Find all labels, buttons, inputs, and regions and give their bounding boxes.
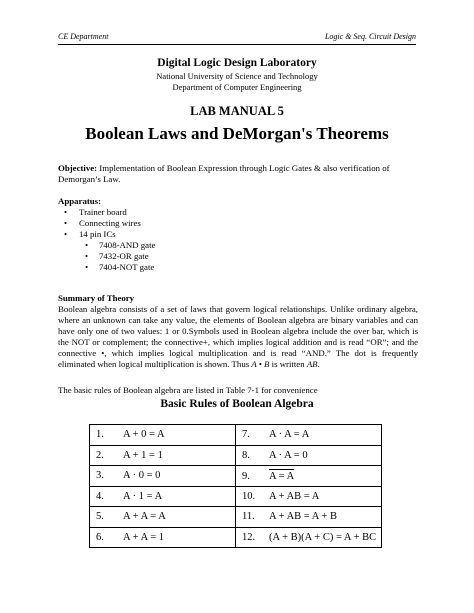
rule-cell [90,425,236,446]
rule-cell [236,445,382,466]
table-row [90,425,382,446]
rule-cell [90,445,236,466]
rule-number: 9. [242,471,250,483]
rule-cell [236,486,382,507]
rule-number: 6. [96,531,104,543]
summary-text-mid: is written [269,359,307,369]
rule-expression: A · 0 = 0 [123,470,161,482]
table-row [90,507,382,528]
summary-text-end: . [317,359,320,369]
table-row [90,527,382,548]
rule-expression: A + AB = A + B [269,511,337,523]
rule-number: 10. [242,490,256,502]
basic-rules-intro: The basic rules of Boolean algebra are listed in Table 7-1 for convenience [58,385,318,395]
rule-number: 3. [96,470,104,482]
rule-number: 11. [242,511,255,523]
rule-cell [236,425,382,446]
objective-paragraph [58,163,418,185]
apparatus-label: Apparatus: [58,196,102,206]
rule-number: 12. [242,531,256,543]
page-header [58,30,416,45]
header-department: CE Department [58,32,109,41]
rule-expression: (A + B)(A + C) = A + BC [269,531,377,543]
summary-label: Summary of Theory [58,293,135,303]
apparatus-list [58,207,418,273]
summary-section [58,293,418,370]
manual-number: LAB MANUAL 5 [190,104,284,118]
rule-cell [236,507,382,528]
rule-expression: A + 0 = A [123,429,165,441]
list-item: • 7404-NOT gate [58,262,418,273]
rule-cell [236,466,382,487]
boolean-rules-table [89,424,382,548]
rule-cell [90,527,236,548]
summary-text: Boolean algebra consists of a set of laws that govern logical relationships. Unlike ordinary algebra, where an unknown can take any value, the elements of Boolean algebra are binary variables and can have only one of two values: 1 or 0.Symbols used in Boolean algebra include the over bar, which is the NOT or complement; the connective+, which implies logical addition and is read “OR”; and the connective •, which implies logical multiplication and is read “AND.” The dot is frequently eliminated when logical multiplication is shown. Thus [58,304,418,369]
department-name: Department of Computer Engineering [172,82,302,92]
lab-title: Digital Logic Design Laboratory [157,57,317,69]
rule-expression: A + A = 1 [123,531,165,543]
rule-cell [90,466,236,487]
rule-number: 1. [96,429,104,441]
table-row [90,466,382,487]
table-row [90,486,382,507]
rule-expression: A + AB = A [269,490,320,502]
rule-cell [90,486,236,507]
rule-number: 2. [96,449,104,461]
rule-number: 8. [242,449,250,461]
rule-expression: A · A = A [269,429,310,441]
rule-number: 5. [96,511,104,523]
header-course: Logic & Seq. Circuit Design [324,32,416,41]
list-item: • Trainer board [58,207,418,218]
table-row [90,445,382,466]
university-name: National University of Science and Technology [156,71,318,81]
rule-expression: A + A = A [123,511,166,523]
rule-number: 4. [96,490,104,502]
list-item: • 14 pin ICs [58,229,418,240]
list-item: • 7432-OR gate [58,251,418,262]
rule-expression: A = A [269,471,295,483]
table-title: Basic Rules of Boolean Algebra [160,398,314,410]
rule-number: 7. [242,429,250,441]
rule-cell [236,527,382,548]
rule-cell [90,507,236,528]
rule-expression: A · 1 = A [123,490,163,502]
rule-expression: A + 1 = 1 [123,449,163,461]
summary-expr-ab: AB [306,359,318,369]
objective-text: Implementation of Boolean Expression through Logic Gates & also verification of Demorgan’s Law. [58,163,390,184]
page-title: Boolean Laws and DeMorgan's Theorems [85,124,389,143]
rule-expression: A · A = 0 [269,449,308,461]
list-item: • 7408-AND gate [58,240,418,251]
summary-expr-and: A • B [251,359,270,369]
list-item: • Connecting wires [58,218,418,229]
apparatus-section [58,196,418,273]
objective-label: Objective: [58,163,98,173]
